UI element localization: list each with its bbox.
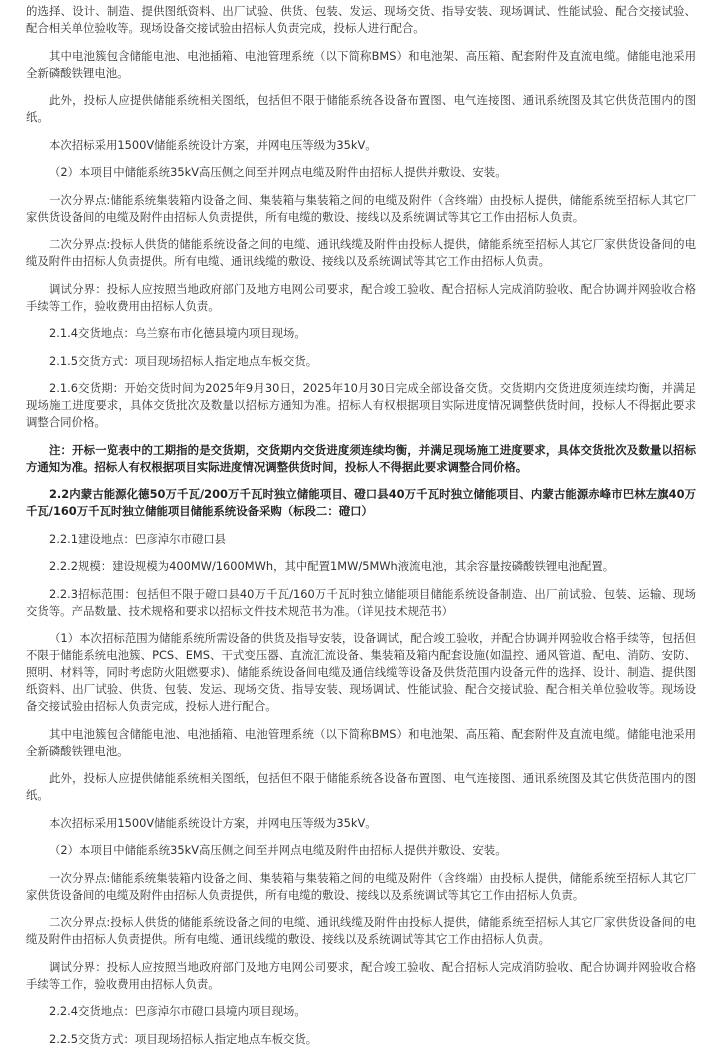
paragraph-secondary-boundary: 二次分界点:投标人供货的储能系统设备之间的电缆、通讯线缆及附件由投标人提供，储能系统至招标人其它厂家供货设备间的电缆及附件由招标人负责提供。所有电缆、通讯线缆的敷设、接线以及系统调试等其它工作由招标人负责。 xyxy=(26,237,696,268)
paragraph-delivery-method-2-1-5: 2.1.5交货方式：项目现场招标人指定地点车板交货。 xyxy=(49,353,318,368)
paragraph-design-scheme: 本次招标采用1500V储能系统设计方案，并网电压等级为35kV。 xyxy=(49,137,377,152)
paragraph-battery-cluster: 其中电池簇包含储能电池、电池插箱、电池管理系统（以下简称BMS）和电池架、高压箱、配套附件及直流电缆。储能电池采用全新磷酸铁锂电池。 xyxy=(26,48,696,80)
paragraph-design-scheme-2: 本次招标采用1500V储能系统设计方案，并网电压等级为35kV。 xyxy=(49,815,377,830)
paragraph-scope-2-2-3: 2.2.3招标范围：包括但不限于磴口县40万千瓦/160万千瓦时独立储能项目储能系统设备制造、出厂前试验、包装、运输、现场交货等。产品数量、技术规格和要求以招标文件技术规范书为准。（详见技术规范书） xyxy=(26,586,696,618)
paragraph-primary-boundary: 一次分界点:储能系统集装箱内设备之间、集装箱与集装箱之间的电缆及附件（含终端）由投标人提供，储能系统至招标人其它厂家供货设备间的电缆及附件由招标人负责提供，所有电缆的敷设、接线以及系统调试等其它工作由招标人负责。 xyxy=(26,192,696,224)
paragraph-secondary-boundary-2: 二次分界点:投标人供货的储能系统设备之间的电缆、通讯线缆及附件由投标人提供，储能系统至招标人其它厂家供货设备间的电缆及附件由招标人负责提供。所有电缆、通讯线缆的敷设、接线以及系统调试等其它工作由招标人负责。 xyxy=(26,915,696,946)
paragraph-site-2-2-1: 2.2.1建设地点：巴彦淖尔市磴口县 xyxy=(49,531,227,546)
paragraph-battery-cluster-2: 其中电池簇包含储能电池、电池插箱、电池管理系统（以下简称BMS）和电池架、高压箱、配套附件及直流电缆。储能电池采用全新磷酸铁锂电池。 xyxy=(26,726,696,758)
section-heading-2-2: 2.2内蒙古能源化德50万千瓦/200万千瓦时独立储能项目、磴口县40万千瓦时独立储能项目、内蒙古能源赤峰市巴林左旗40万千瓦/160万千瓦时独立储能项目储能系统设备采购（标段二：磴口） xyxy=(26,487,696,518)
paragraph-commissioning-boundary-2: 调试分界：投标人应按照当地政府部门及地方电网公司要求，配合竣工验收、配合招标人完成消防验收、配合协调并网验收合格手续等工作，验收费用由招标人负责。 xyxy=(26,959,696,991)
paragraph-note: 注：开标一览表中的工期指的是交货期，交货期内交货进度须连续均衡，并满足现场施工进度要求，具体交货批次及数量以招标方通知为准。招标人有权根据项目实际进度情况调整供货时间，投标人不得据此要求调整合同价格。 xyxy=(26,442,696,474)
paragraph-primary-boundary-2: 一次分界点:储能系统集装箱内设备之间、集装箱与集装箱之间的电缆及附件（含终端）由投标人提供，储能系统至招标人其它厂家供货设备间的电缆及附件由招标人负责提供，所有电缆的敷设、接线以及系统调试等其它工作由招标人负责。 xyxy=(26,870,696,902)
paragraph-scale-2-2-2: 2.2.2规模：建设规模为400MW/1600MWh，其中配置1MW/5MWh液流电池，其余容量按磷酸铁锂电池配置。 xyxy=(49,559,615,573)
paragraph-scope-detail: （1）本次招标范围为储能系统所需设备的供货及指导安装，设备调试，配合竣工验收，并配合协调并网验收合格手续等，包括但不限于储能系统电池簇、PCS、EMS、干式变压器、直流汇流设备、集装箱及箱内配套设施(如温控、通风管道、配电、消防、安防、照明、材料等，同时考虑防火阻燃要求)、储能系统设备间电缆及通信线缆等设备及供货范围内设备元件的选择、设计、制造、提供图纸资料、出厂试验、供货、包装、发运、现场交货、指导安装、现场调试、性能试验、配合交接试验、配合相关单位验收等。现场设备交接试验由招标人负责完成，投标人进行配合。 xyxy=(26,631,696,713)
paragraph-hv-cables-2: （2）本项目中储能系统35kV高压侧之间至并网点电缆及附件由招标人提供并敷设、安装。 xyxy=(49,843,507,857)
paragraph-delivery-period-2-1-6: 2.1.6交货期：开始交货时间为2025年9月30日，2025年10月30日完成全部设备交货。交货期内交货进度须连续均衡，并满足现场施工进度要求，具体交货批次及数量以招标方通知为准。招标人有权根据项目实际进度情况调整供货时间，投标人不得据此要求调整合同价格。 xyxy=(26,381,696,429)
paragraph-scope-continuation: 的选择、设计、制造、提供图纸资料、出厂试验、供货、包装、发运、现场交货、指导安装、现场调试、性能试验、配合交接试验、配合相关单位验收等。现场设备交接试验由招标人负责完成，投标人进行配合。 xyxy=(26,4,696,35)
paragraph-hv-cables: （2）本项目中储能系统35kV高压侧之间至并网点电缆及附件由招标人提供并敷设、安装。 xyxy=(49,165,507,179)
paragraph-drawings-2: 此外，投标人应提供储能系统相关图纸，包括但不限于储能系统各设备布置图、电气连接图、通讯系统图及其它供货范围内的图纸。 xyxy=(26,771,696,802)
paragraph-delivery-method-2-2-5: 2.2.5交货方式：项目现场招标人指定地点车板交货。 xyxy=(49,1031,318,1046)
paragraph-drawings: 此外，投标人应提供储能系统相关图纸，包括但不限于储能系统各设备布置图、电气连接图、通讯系统图及其它供货范围内的图纸。 xyxy=(26,93,696,124)
paragraph-delivery-location-2-2-4: 2.2.4交货地点：巴彦淖尔市磴口县境内项目现场。 xyxy=(49,1004,306,1018)
paragraph-commissioning-boundary: 调试分界：投标人应按照当地政府部门及地方电网公司要求，配合竣工验收、配合招标人完成消防验收、配合协调并网验收合格手续等工作，验收费用由招标人负责。 xyxy=(26,281,696,313)
paragraph-delivery-location-2-1-4: 2.1.4交货地点：乌兰察布市化德县境内项目现场。 xyxy=(49,326,306,340)
